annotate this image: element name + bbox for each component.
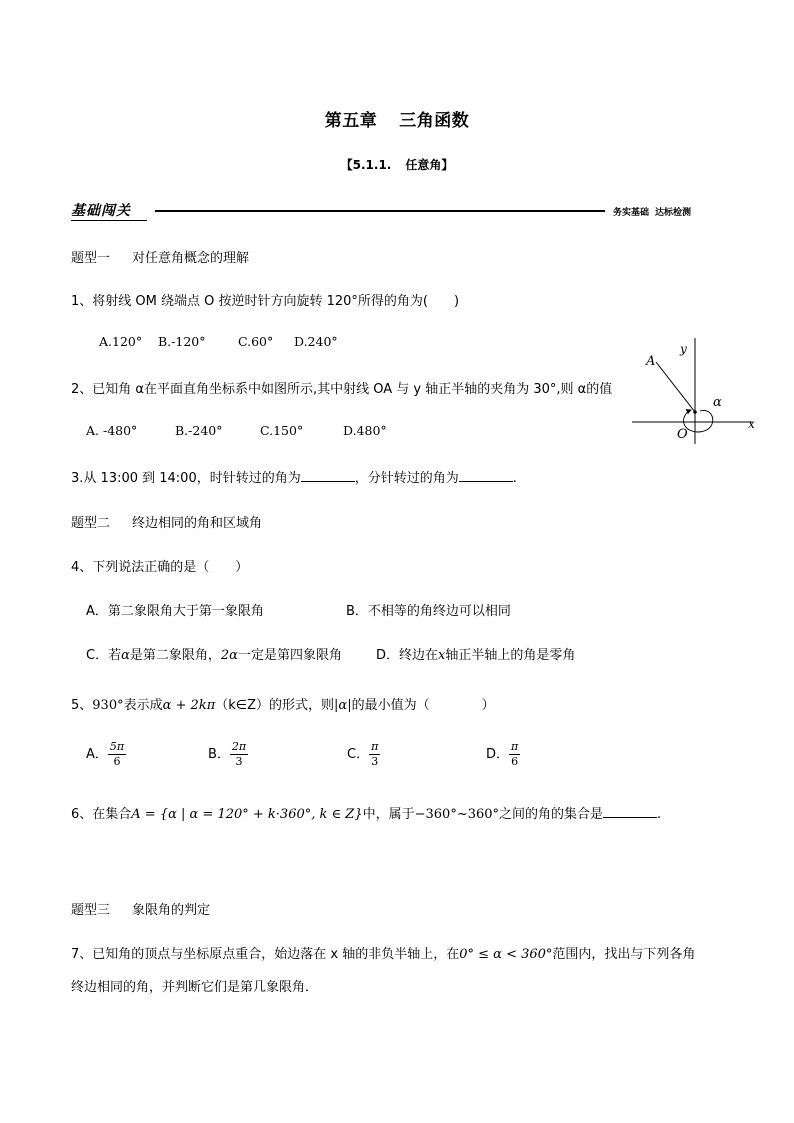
chapter-title: 第五章 三角函数: [324, 111, 470, 131]
q2-option-b: B.-240°: [175, 423, 223, 438]
q5-text: 5、930°表示成α + 2kπ（k∈Z）的形式，则|α|的最小值为（ ）: [71, 698, 495, 713]
q5-option-d: D． $\frac{\pi}{6}$: [486, 740, 519, 768]
q1-option-d: D.240°: [294, 334, 338, 349]
angle-arc: [684, 410, 713, 432]
q1-option-b: B.-120°: [158, 334, 206, 349]
lesson-subtitle: 【5.1.1. 任意角】: [340, 158, 454, 172]
q2-option-a: A. -480°: [86, 423, 138, 438]
label-o: O: [677, 427, 688, 442]
label-alpha: α: [713, 395, 722, 410]
q7-line2: 终边相同的角，并判断它们是第几象限角．: [71, 980, 319, 995]
q4-option-a: A．第二象限角大于第一象限角: [86, 604, 264, 619]
q5-option-a: A． $\frac{5\pi}{6}$: [86, 740, 125, 768]
q3-blank-2[interactable]: [459, 481, 513, 482]
type3-heading: 题型三 象限角的判定: [71, 903, 211, 918]
q1-text: 1、将射线 OM 绕端点 O 按逆时针方向旋转 120°所得的角为( ): [71, 294, 460, 309]
q4-option-b: B．不相等的角终边可以相同: [346, 604, 511, 619]
section-header-title: 基础闯关: [71, 203, 131, 219]
q3-blank-1[interactable]: [301, 481, 355, 482]
q5-option-c: C． $\frac{\pi}{3}$: [347, 740, 379, 768]
q3-text: 3.从 13:00 到 14:00，时针转过的角为 ，分针转过的角为 .: [71, 471, 517, 486]
q1-option-c: C.60°: [238, 334, 274, 349]
ray-oa: [656, 362, 695, 412]
q7-line1: 7、已知角的顶点与坐标原点重合，始边落在 x 轴的非负半轴上，在0° ≤ α < 360°范围内，找出与下列各角: [71, 947, 696, 962]
q4-option-d: D．终边在x轴正半轴上的角是零角: [376, 648, 576, 663]
q6-blank[interactable]: [603, 817, 657, 818]
q4-text: 4、下列说法正确的是（ ）: [71, 560, 249, 575]
q2-option-c: C.150°: [260, 423, 304, 438]
label-y: y: [680, 342, 687, 356]
label-a: A: [646, 354, 656, 369]
section-header-underline: [71, 220, 147, 221]
section-header-right: 务实基础 达标检测: [613, 208, 692, 218]
section-header-rule: [155, 210, 605, 212]
q5-option-b: B． $\frac{2\pi}{3}$: [208, 740, 247, 768]
q6-text: 6、在集合A = {α | α = 120° + k·360°, k ∈ Z}中，属于−360°~360°之间的角的集合是 .: [71, 807, 662, 822]
q4-option-c: C．若α是第二象限角，2α一定是第四象限角: [86, 648, 342, 663]
angle-figure: [628, 332, 768, 444]
type1-heading: 题型一 对任意角概念的理解: [71, 251, 250, 266]
q1-option-a: A.120°: [99, 334, 143, 349]
type2-heading: 题型二 终边相同的角和区域角: [71, 516, 263, 531]
q2-text: 2、已知角 α在平面直角坐标系中如图所示,其中射线 OA 与 y 轴正半轴的夹角为 30°,则 α的值: [71, 382, 613, 397]
origin-dot: [693, 410, 697, 414]
q2-option-d: D.480°: [343, 423, 387, 438]
label-x: x: [748, 417, 755, 431]
